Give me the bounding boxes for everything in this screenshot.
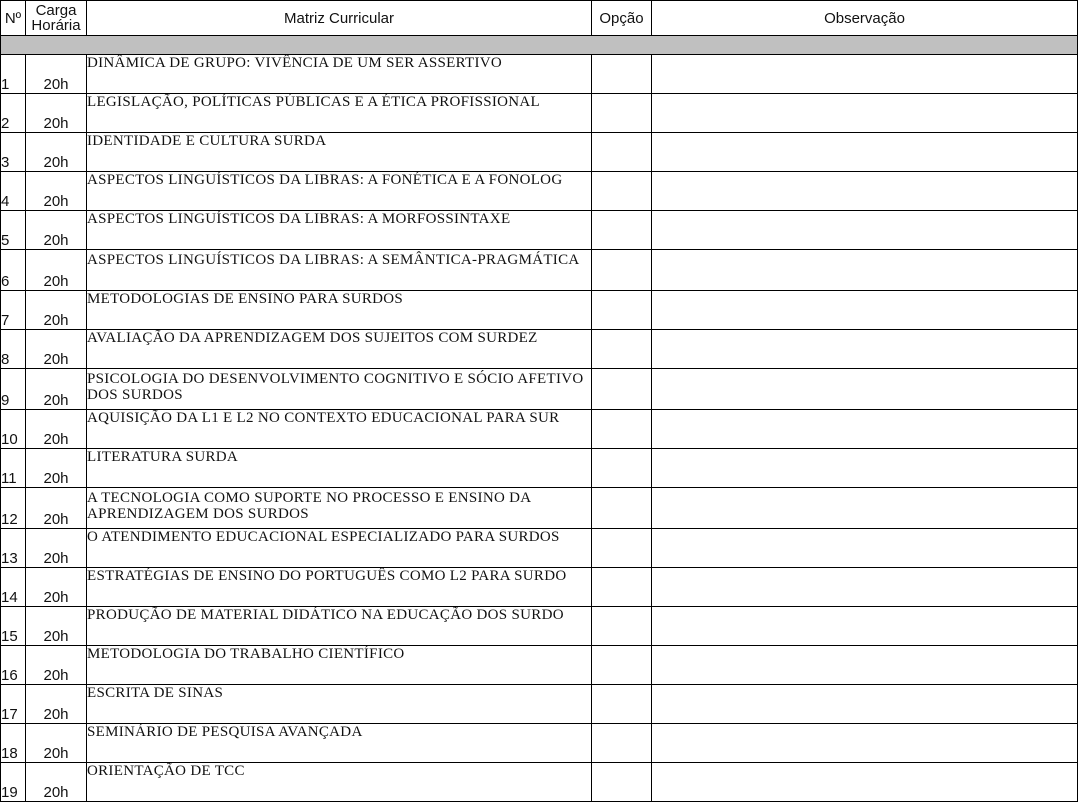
row-option-cell[interactable] bbox=[592, 291, 652, 330]
row-number: 10 bbox=[1, 410, 26, 449]
row-subject: AQUISIÇÃO DA L1 E L2 NO CONTEXTO EDUCACIONAL PARA SUR bbox=[87, 410, 592, 449]
row-note-cell[interactable] bbox=[652, 763, 1078, 802]
row-option-cell[interactable] bbox=[592, 568, 652, 607]
row-option-cell[interactable] bbox=[592, 250, 652, 291]
row-option-cell[interactable] bbox=[592, 369, 652, 410]
row-hours: 20h bbox=[26, 449, 87, 488]
row-subject: ORIENTAÇÃO DE TCC bbox=[87, 763, 592, 802]
row-option-cell[interactable] bbox=[592, 685, 652, 724]
row-subject: IDENTIDADE E CULTURA SURDA bbox=[87, 133, 592, 172]
table-row bbox=[1, 250, 1078, 291]
table-row bbox=[1, 568, 1078, 607]
row-note-cell[interactable] bbox=[652, 568, 1078, 607]
table-row bbox=[1, 55, 1078, 94]
row-subject: ESTRATÉGIAS DE ENSINO DO PORTUGUÊS COMO L2 PARA SURDO bbox=[87, 568, 592, 607]
row-subject: PSICOLOGIA DO DESENVOLVIMENTO COGNITIVO E SÓCIO AFETIVO DOS SURDOS bbox=[87, 369, 592, 410]
table-row bbox=[1, 211, 1078, 250]
row-note-cell[interactable] bbox=[652, 410, 1078, 449]
table-row bbox=[1, 94, 1078, 133]
row-number: 16 bbox=[1, 646, 26, 685]
row-note-cell[interactable] bbox=[652, 646, 1078, 685]
row-subject: PRODUÇÃO DE MATERIAL DIDÁTICO NA EDUCAÇÃO DOS SURDO bbox=[87, 607, 592, 646]
section-band bbox=[1, 36, 1078, 55]
section-band-cell bbox=[1, 36, 1078, 55]
row-note-cell[interactable] bbox=[652, 55, 1078, 94]
row-subject: LITERATURA SURDA bbox=[87, 449, 592, 488]
row-hours: 20h bbox=[26, 172, 87, 211]
table-row bbox=[1, 724, 1078, 763]
row-option-cell[interactable] bbox=[592, 529, 652, 568]
row-number: 15 bbox=[1, 607, 26, 646]
row-hours: 20h bbox=[26, 607, 87, 646]
row-number: 12 bbox=[1, 488, 26, 529]
row-number: 5 bbox=[1, 211, 26, 250]
row-option-cell[interactable] bbox=[592, 55, 652, 94]
row-note-cell[interactable] bbox=[652, 369, 1078, 410]
row-hours: 20h bbox=[26, 369, 87, 410]
row-number: 1 bbox=[1, 55, 26, 94]
row-subject: AVALIAÇÃO DA APRENDIZAGEM DOS SUJEITOS COM SURDEZ bbox=[87, 330, 592, 369]
header-hours-line2: Horária bbox=[31, 17, 81, 34]
row-hours: 20h bbox=[26, 488, 87, 529]
table-row bbox=[1, 763, 1078, 802]
row-hours: 20h bbox=[26, 330, 87, 369]
table-row bbox=[1, 685, 1078, 724]
row-hours: 20h bbox=[26, 250, 87, 291]
row-number: 14 bbox=[1, 568, 26, 607]
row-option-cell[interactable] bbox=[592, 449, 652, 488]
header-hours-line1: Carga bbox=[35, 2, 77, 19]
row-note-cell[interactable] bbox=[652, 94, 1078, 133]
table-row bbox=[1, 646, 1078, 685]
row-number: 18 bbox=[1, 724, 26, 763]
header-subject: Matriz Curricular bbox=[87, 1, 592, 36]
header-note: Observação bbox=[652, 1, 1078, 36]
row-option-cell[interactable] bbox=[592, 172, 652, 211]
row-subject: ESCRITA DE SINAS bbox=[87, 685, 592, 724]
row-note-cell[interactable] bbox=[652, 330, 1078, 369]
row-subject: O ATENDIMENTO EDUCACIONAL ESPECIALIZADO PARA SURDOS bbox=[87, 529, 592, 568]
row-subject: A TECNOLOGIA COMO SUPORTE NO PROCESSO E ENSINO DA APRENDIZAGEM DOS SURDOS bbox=[87, 488, 592, 529]
row-note-cell[interactable] bbox=[652, 211, 1078, 250]
row-note-cell[interactable] bbox=[652, 133, 1078, 172]
row-option-cell[interactable] bbox=[592, 410, 652, 449]
row-option-cell[interactable] bbox=[592, 94, 652, 133]
row-subject: SEMINÁRIO DE PESQUISA AVANÇADA bbox=[87, 724, 592, 763]
row-number: 3 bbox=[1, 133, 26, 172]
row-number: 2 bbox=[1, 94, 26, 133]
table-row bbox=[1, 449, 1078, 488]
header-hours bbox=[26, 1, 87, 36]
row-number: 17 bbox=[1, 685, 26, 724]
row-number: 6 bbox=[1, 250, 26, 291]
row-number: 19 bbox=[1, 763, 26, 802]
table-row bbox=[1, 369, 1078, 410]
row-subject: METODOLOGIA DO TRABALHO CIENTÍFICO bbox=[87, 646, 592, 685]
row-hours: 20h bbox=[26, 568, 87, 607]
row-note-cell[interactable] bbox=[652, 449, 1078, 488]
row-hours: 20h bbox=[26, 410, 87, 449]
row-option-cell[interactable] bbox=[592, 724, 652, 763]
row-subject: ASPECTOS LINGUÍSTICOS DA LIBRAS: A SEMÂNTICA-PRAGMÁTICA bbox=[87, 250, 592, 291]
table-row bbox=[1, 488, 1078, 529]
table-row bbox=[1, 529, 1078, 568]
row-option-cell[interactable] bbox=[592, 607, 652, 646]
row-note-cell[interactable] bbox=[652, 291, 1078, 330]
row-number: 13 bbox=[1, 529, 26, 568]
row-hours: 20h bbox=[26, 685, 87, 724]
row-number: 11 bbox=[1, 449, 26, 488]
row-note-cell[interactable] bbox=[652, 529, 1078, 568]
row-hours: 20h bbox=[26, 529, 87, 568]
row-note-cell[interactable] bbox=[652, 250, 1078, 291]
row-hours: 20h bbox=[26, 211, 87, 250]
row-option-cell[interactable] bbox=[592, 646, 652, 685]
table-row bbox=[1, 172, 1078, 211]
row-note-cell[interactable] bbox=[652, 488, 1078, 529]
row-option-cell[interactable] bbox=[592, 488, 652, 529]
row-number: 7 bbox=[1, 291, 26, 330]
row-number: 8 bbox=[1, 330, 26, 369]
row-subject: DINÂMICA DE GRUPO: VIVÊNCIA DE UM SER ASSERTIVO bbox=[87, 55, 592, 94]
row-note-cell[interactable] bbox=[652, 172, 1078, 211]
row-option-cell[interactable] bbox=[592, 133, 652, 172]
row-hours: 20h bbox=[26, 724, 87, 763]
header-row bbox=[1, 1, 1078, 36]
row-number: 4 bbox=[1, 172, 26, 211]
row-subject: ASPECTOS LINGUÍSTICOS DA LIBRAS: A MORFOSSINTAXE bbox=[87, 211, 592, 250]
row-hours: 20h bbox=[26, 763, 87, 802]
row-option-cell[interactable] bbox=[592, 763, 652, 802]
row-subject: LEGISLAÇÃO, POLÍTICAS PÚBLICAS E A ÉTICA PROFISSIONAL bbox=[87, 94, 592, 133]
table-row bbox=[1, 330, 1078, 369]
row-hours: 20h bbox=[26, 646, 87, 685]
header-option: Opção bbox=[592, 1, 652, 36]
row-hours: 20h bbox=[26, 55, 87, 94]
table-row bbox=[1, 133, 1078, 172]
table-row bbox=[1, 291, 1078, 330]
row-number: 9 bbox=[1, 369, 26, 410]
row-note-cell[interactable] bbox=[652, 607, 1078, 646]
row-note-cell[interactable] bbox=[652, 724, 1078, 763]
row-subject: METODOLOGIAS DE ENSINO PARA SURDOS bbox=[87, 291, 592, 330]
row-hours: 20h bbox=[26, 94, 87, 133]
header-num: Nº bbox=[1, 1, 26, 36]
row-note-cell[interactable] bbox=[652, 685, 1078, 724]
row-option-cell[interactable] bbox=[592, 330, 652, 369]
row-hours: 20h bbox=[26, 291, 87, 330]
row-option-cell[interactable] bbox=[592, 211, 652, 250]
row-subject: ASPECTOS LINGUÍSTICOS DA LIBRAS: A FONÉTICA E A FONOLOG bbox=[87, 172, 592, 211]
row-hours: 20h bbox=[26, 133, 87, 172]
table-row bbox=[1, 607, 1078, 646]
table-row bbox=[1, 410, 1078, 449]
